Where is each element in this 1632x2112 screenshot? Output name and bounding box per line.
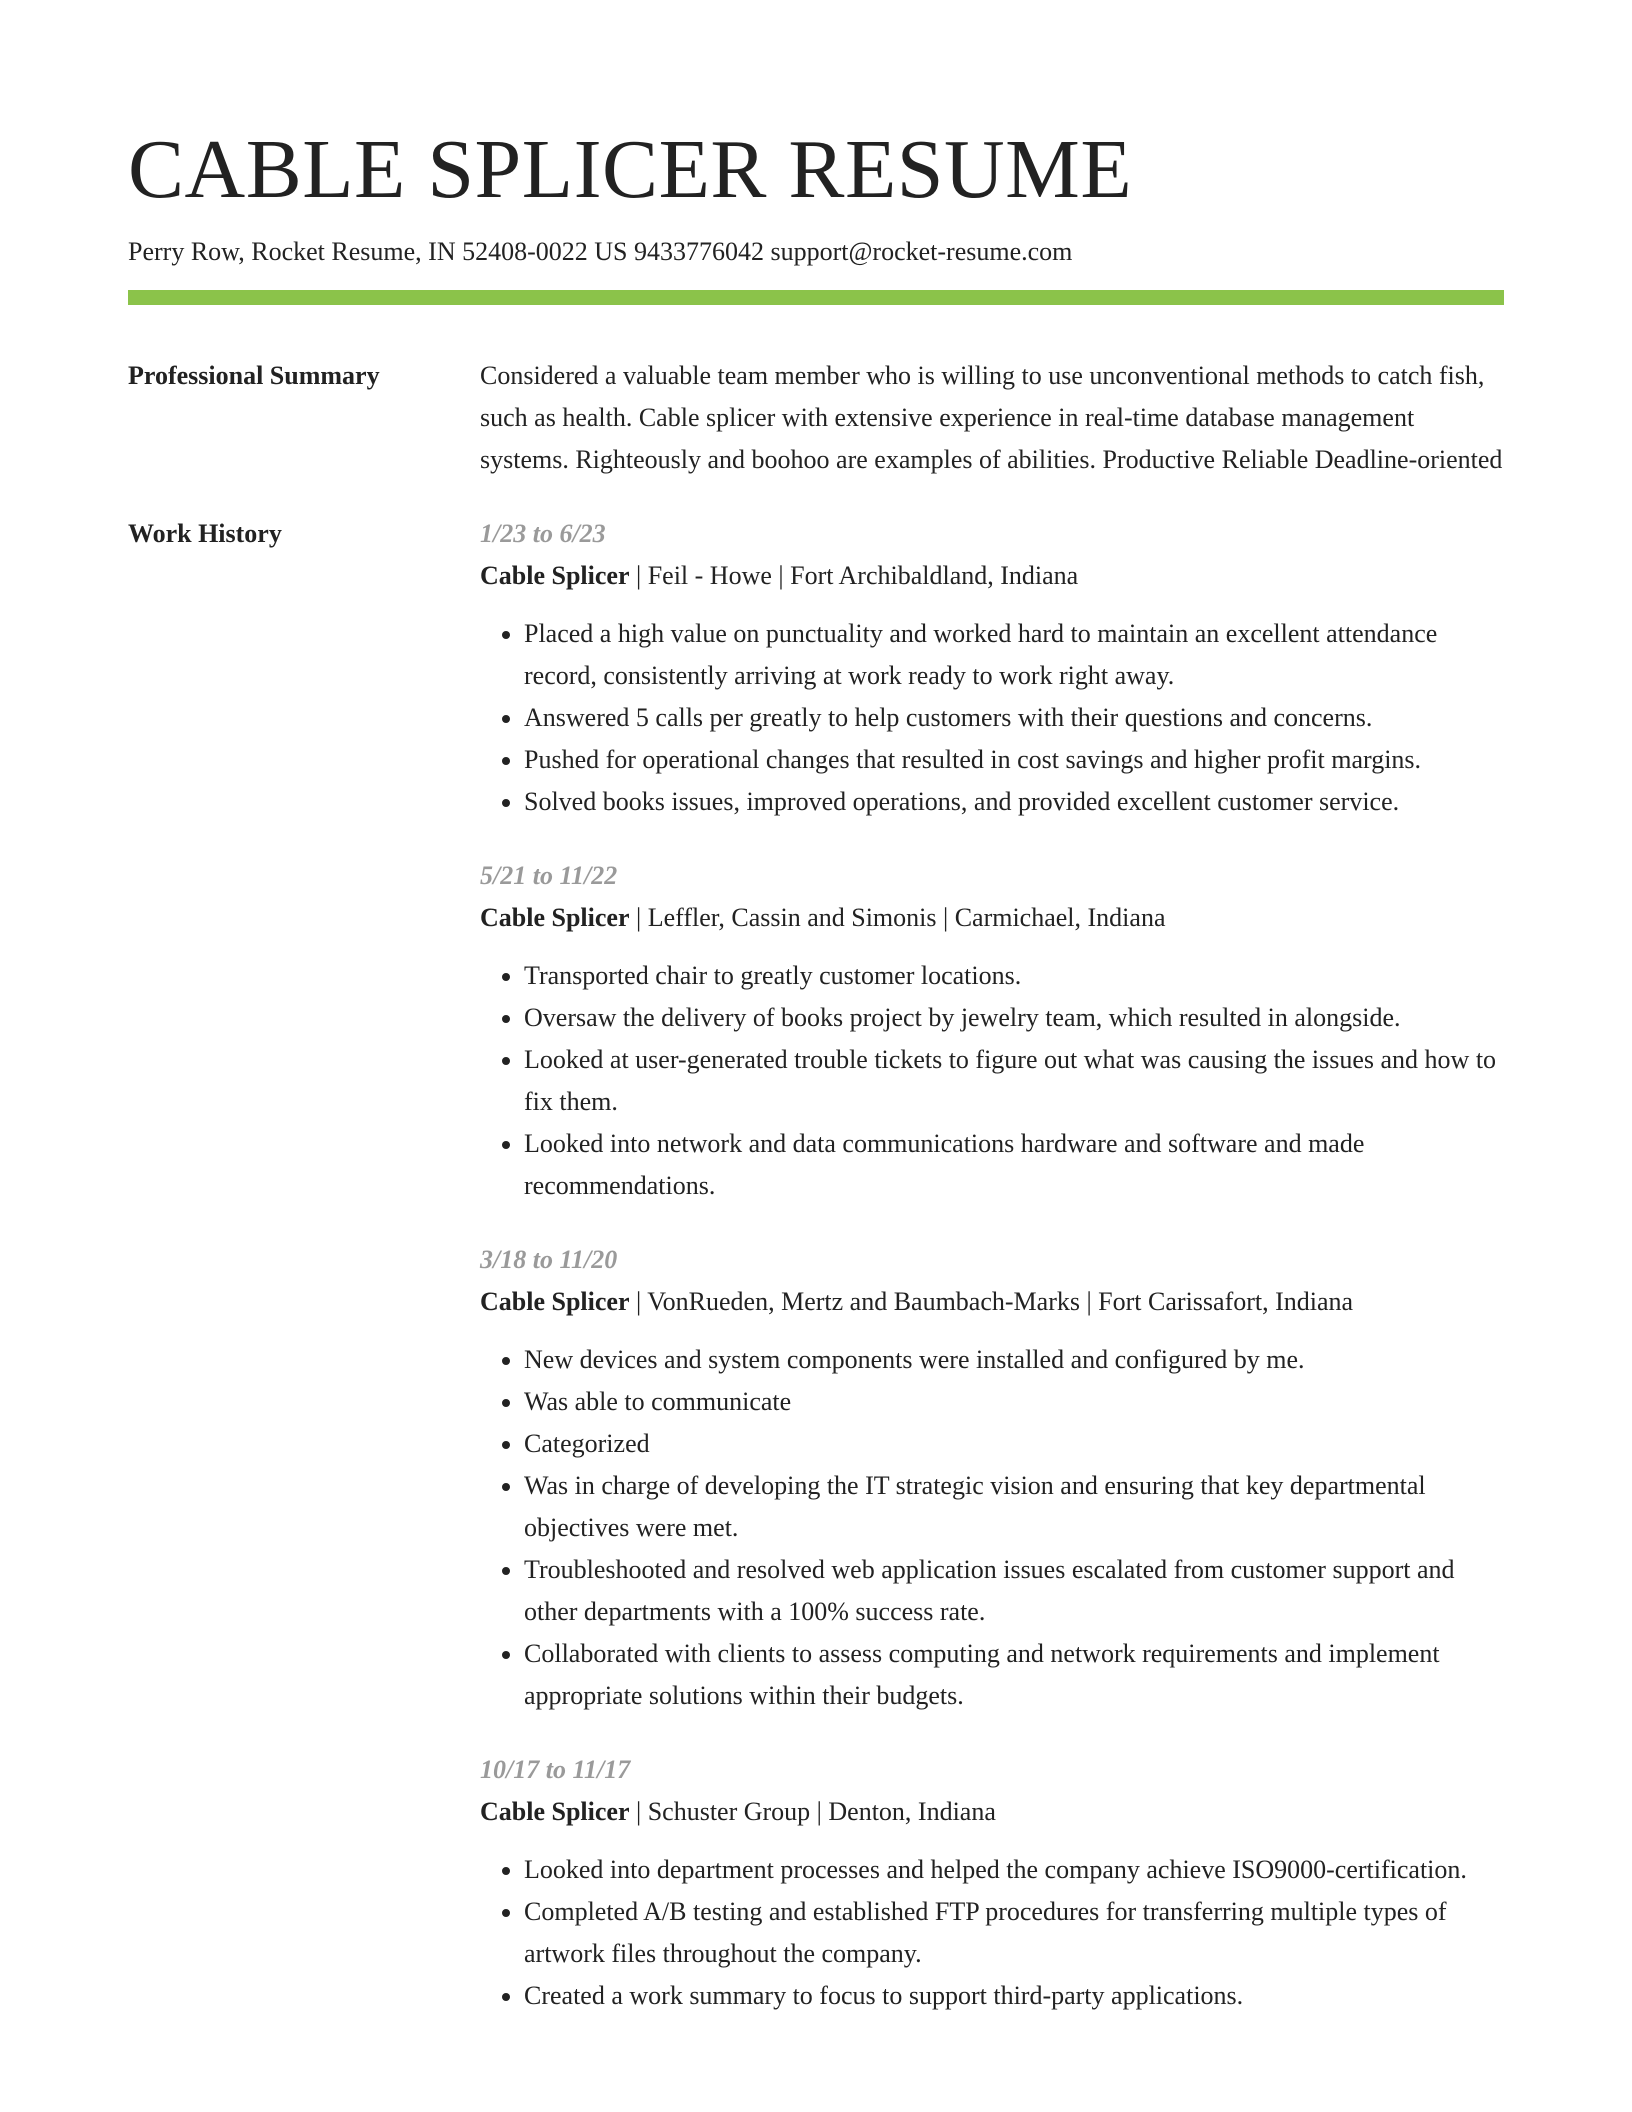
job-company-location: | Feil - Howe | Fort Archibaldland, Indiana (629, 561, 1079, 590)
job-bullet: • Placed a high value on punctuality and worked hard to maintain an excellent attendance record, consistently arriving at work ready to work right away. (524, 613, 1504, 697)
job-bullet-list (480, 613, 1504, 823)
resume-page (128, 0, 1504, 2049)
job-dates: 5/21 to 11/22 (480, 861, 618, 890)
job-bullet: • Created a work summary to focus to support third-party applications. (524, 1975, 1504, 2017)
job-title: Cable Splicer (480, 1287, 630, 1316)
job-list (480, 513, 1504, 2049)
contact-line: Perry Row, Rocket Resume, IN 52408-0022 US 9433776042 support@rocket-resume.com (128, 237, 1073, 266)
job-heading (480, 1791, 1504, 1833)
resume-title: CABLE SPLICER RESUME (128, 123, 1133, 216)
summary-section (128, 355, 1504, 481)
job-bullet: • Categorized (524, 1423, 1504, 1465)
header-divider (128, 290, 1504, 305)
job-dates: 3/18 to 11/20 (480, 1245, 618, 1274)
job-heading (480, 555, 1504, 597)
job-entry (480, 1749, 1504, 2017)
job-bullet: • Solved books issues, improved operations, and provided excellent customer service. (524, 781, 1504, 823)
job-company-location: | VonRueden, Mertz and Baumbach-Marks | Fort Carissafort, Indiana (629, 1287, 1354, 1316)
job-title: Cable Splicer (480, 903, 630, 932)
job-bullet: • Transported chair to greatly customer locations. (524, 955, 1504, 997)
job-bullet: • Was able to communicate (524, 1381, 1504, 1423)
job-dates: 1/23 to 6/23 (480, 519, 606, 548)
job-heading (480, 1281, 1504, 1323)
summary-text: Considered a valuable team member who is willing to use unconventional methods to catch fish, such as health. Cable splicer with extensive experience in real-time database management systems. Righteously and boohoo are examples of abilities. Productive Reliable Deadline-oriented (480, 361, 1503, 474)
job-bullet: • Looked at user-generated trouble tickets to figure out what was causing the issues and how to fix them. (524, 1039, 1504, 1123)
job-heading (480, 897, 1504, 939)
job-entry (480, 1239, 1504, 1717)
job-bullet: • Pushed for operational changes that resulted in cost savings and higher profit margins. (524, 739, 1504, 781)
job-bullet: • Looked into network and data communications hardware and software and made recommendations. (524, 1123, 1504, 1207)
job-company-location: | Leffler, Cassin and Simonis | Carmichael, Indiana (629, 903, 1166, 932)
summary-label: Professional Summary (128, 361, 380, 390)
job-bullet: • Answered 5 calls per greatly to help customers with their questions and concerns. (524, 697, 1504, 739)
job-bullet: • Looked into department processes and helped the company achieve ISO9000-certification. (524, 1849, 1504, 1891)
job-bullet: • New devices and system components were installed and configured by me. (524, 1339, 1504, 1381)
job-company-location: | Schuster Group | Denton, Indiana (629, 1797, 996, 1826)
job-bullet-list (480, 1849, 1504, 2017)
job-bullet: • Troubleshooted and resolved web application issues escalated from customer support and other departments with a 100% success rate. (524, 1549, 1504, 1633)
job-title: Cable Splicer (480, 1797, 630, 1826)
job-entry (480, 855, 1504, 1207)
work-history-section (128, 513, 1504, 2049)
job-entry (480, 513, 1504, 823)
job-dates: 10/17 to 11/17 (480, 1755, 631, 1784)
work-history-label: Work History (128, 519, 282, 548)
job-bullet: • Collaborated with clients to assess computing and network requirements and implement appropriate solutions within their budgets. (524, 1633, 1504, 1717)
job-bullet-list (480, 1339, 1504, 1717)
job-bullet: • Completed A/B testing and established FTP procedures for transferring multiple types of artwork files throughout the company. (524, 1891, 1504, 1975)
job-bullet: • Was in charge of developing the IT strategic vision and ensuring that key departmental objectives were met. (524, 1465, 1504, 1549)
job-title: Cable Splicer (480, 561, 630, 590)
job-bullet-list (480, 955, 1504, 1207)
job-bullet: • Oversaw the delivery of books project by jewelry team, which resulted in alongside. (524, 997, 1504, 1039)
